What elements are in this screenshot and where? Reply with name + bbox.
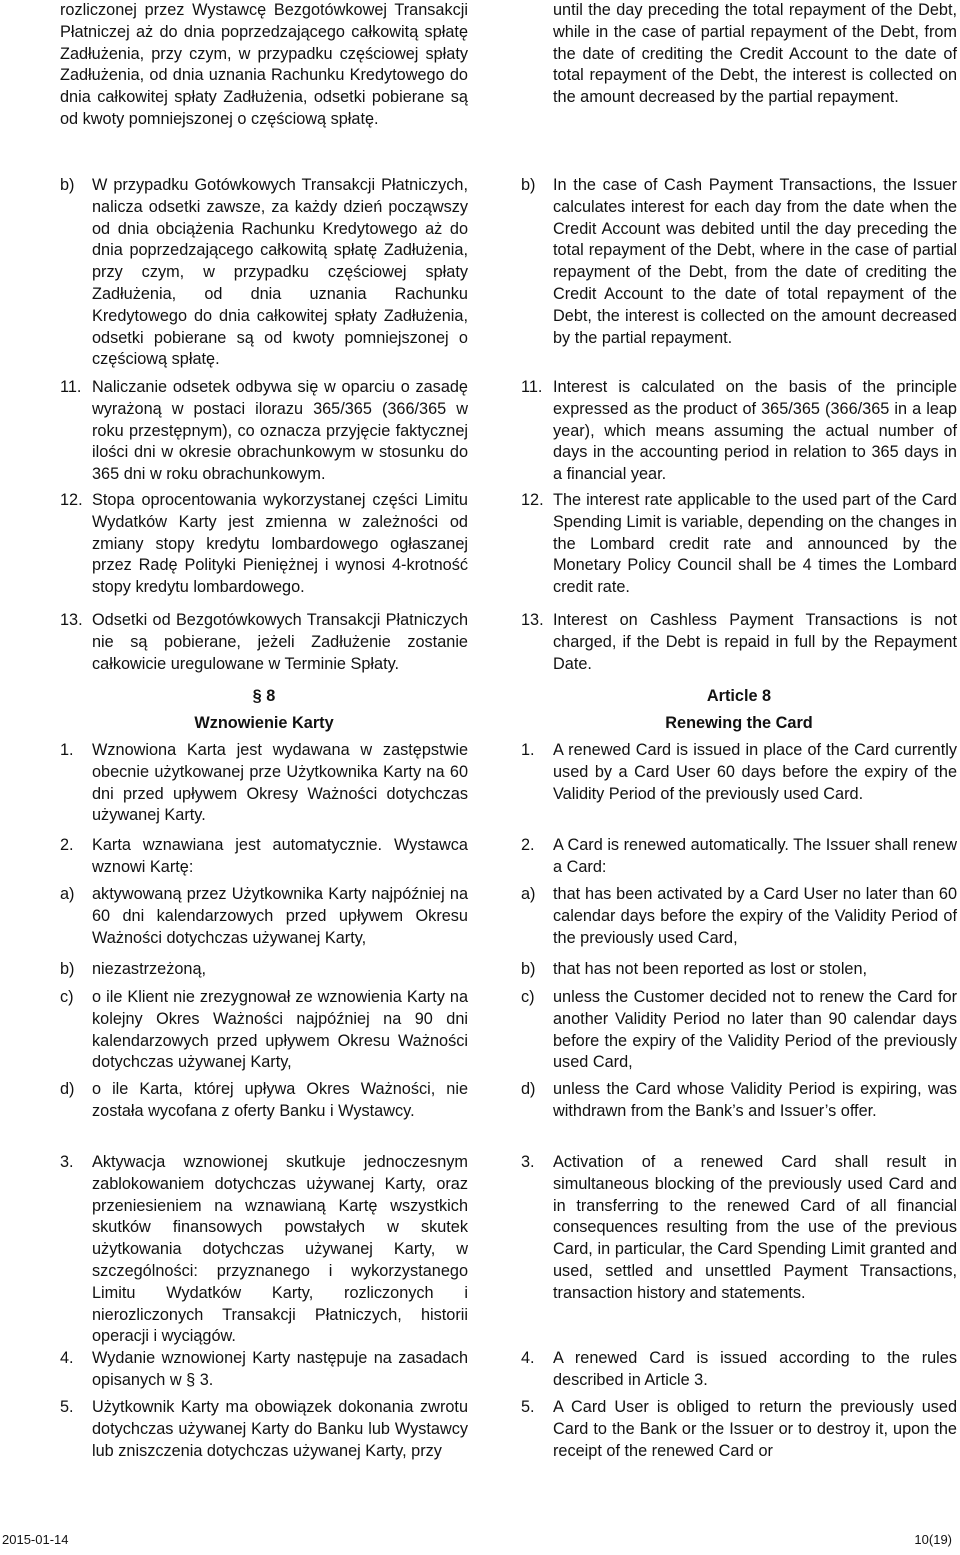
footer-page-number: 10(19) — [914, 1532, 952, 1547]
polish-para-12 — [60, 490, 468, 599]
english-para-13-text: Interest on Cashless Payment Transactions is not charged, if the Debt is repaid in full by the Repayment Date. — [553, 611, 957, 673]
english-item-3-number: 3. — [521, 1153, 535, 1171]
english-sub-b-label: b) — [521, 960, 536, 978]
polish-item-2-number: 2. — [60, 836, 74, 854]
polish-para-11-text: Naliczanie odsetek odbywa się w oparciu o zasadę wyrażoną w postaci ilorazu 365/365 (366/365 w roku przestępnym), co oznacza przyjęcie faktycznej ilości dni w okresie obrachunkowym w stosunku do 365 dni w roku obrachunkowym. — [92, 378, 468, 484]
english-item-1-text: A renewed Card is issued in place of the Card currently used by a Card User 60 days before the expiry of the Validity Period of the previously used Card. — [553, 741, 957, 803]
english-item-3-text: Activation of a renewed Card shall result in simultaneous blocking of the previously used Card and in transferring to the renewed Card of all financial consequences resulting from the use of the previous Card, in particular, the Card Spending Limit granted and used, settled and unsettled Payment Transactions, transaction history and statements. — [553, 1153, 957, 1302]
english-sub-b-text: that has not been reported as lost or stolen, — [553, 960, 868, 978]
english-item-2 — [521, 835, 957, 879]
polish-sub-c — [60, 987, 468, 1074]
english-sub-a — [521, 884, 957, 949]
english-sub-d-text: unless the Card whose Validity Period is expiring, was withdrawn from the Bank’s and Issuer’s offer. — [553, 1080, 957, 1120]
english-sub-d — [521, 1079, 957, 1123]
polish-item-2 — [60, 835, 468, 879]
polish-sub-d — [60, 1079, 468, 1123]
polish-item-5 — [60, 1397, 468, 1462]
english-sub-a-text: that has been activated by a Card User no later than 60 calendar days before the expiry of the Validity Period of the previously used Card, — [553, 885, 957, 947]
polish-para-13-number: 13. — [60, 611, 83, 629]
polish-article-number: § 8 — [252, 687, 276, 705]
english-sub-c-text: unless the Customer decided not to renew the Card for another Validity Period no later than 90 calendar days before the expiry of the Validity Period of the previously used Card, — [553, 988, 957, 1072]
polish-item-5-text: Użytkownik Karty ma obowiązek dokonania zwrotu dotychczas używanej Karty do Banku lub Wystawcy lub zniszczenia dotychczas używanej Karty, przy — [92, 1398, 468, 1460]
polish-sub-b — [60, 959, 468, 981]
english-item-5 — [521, 1397, 957, 1462]
polish-sub-d-text: o ile Karta, której upływa Okres Ważności, nie została wycofana z oferty Banku i Wystawcy. — [92, 1080, 468, 1120]
polish-sub-b-text: niezastrzeżoną, — [92, 960, 207, 978]
english-item-3 — [521, 1152, 957, 1305]
english-item-b — [521, 175, 957, 349]
polish-intro: rozliczonej przez Wystawcę Bezgotówkowej Transakcji Płatniczej aż do dnia poprzedzającego całkowitą spłatę Zadłużenia, przy czym, w przypadku częściowej spłaty Zadłużenia, od dnia uznania Rachunku Kredytowego do dnia całkowitej spłaty Zadłużenia, odsetki pobierane są od kwoty pomniejszonej o częściową spłatę. — [60, 1, 468, 128]
english-item-1-number: 1. — [521, 741, 535, 759]
english-item-1 — [521, 740, 957, 805]
english-item-b-text: In the case of Cash Payment Transactions, the Issuer calculates interest for each day from the date when the Credit Account was debited until the day preceding the total repayment of the Debt, where in the case of partial repayment of the Debt, from the date of crediting the Credit Account to the date of total repayment of the Debt, the interest is collected on the amount decreased by the partial repayment. — [553, 176, 957, 347]
polish-item-4-number: 4. — [60, 1349, 74, 1367]
english-para-13-number: 13. — [521, 611, 544, 629]
polish-para-13-text: Odsetki od Bezgotówkowych Transakcji Płatniczych nie są pobierane, jeżeli Zadłużenie zostanie całkowicie uregulowane w Terminie Spłaty. — [92, 611, 468, 673]
english-item-2-number: 2. — [521, 836, 535, 854]
polish-item-3-text: Aktywacja wznowionej skutkuje jednoczesnym zablokowaniem dotychczas używanej Karty, oraz przeniesieniem na wznawianą Kartę wszystkich skutków finansowych powstałych w skutek użytkowania dotychczas używanej Karty, w szczególności: przyznanego i wykorzystanego Limitu Wydatków Karty, rozliczonych i nierozliczonych Transakcji Płatniczych, historii operacji i wyciągów. — [92, 1153, 468, 1346]
polish-item-b — [60, 175, 468, 371]
english-item-5-text: A Card User is obliged to return the previously used Card to the Bank or the Issuer or to destroy it, upon the receipt of the renewed Card or — [553, 1398, 957, 1460]
english-sub-c-label: c) — [521, 988, 535, 1006]
english-para-13 — [521, 610, 957, 675]
polish-item-1-number: 1. — [60, 741, 74, 759]
english-item-5-number: 5. — [521, 1398, 535, 1416]
polish-item-3 — [60, 1152, 468, 1348]
polish-sub-c-text: o ile Klient nie zrezygnował ze wznowienia Karty na kolejny Okres Ważności najpóźniej na 90 dni kalendarzowych przed upływem Okresu Ważności dotychczas używanej Karty, — [92, 988, 468, 1072]
polish-sub-d-label: d) — [60, 1080, 75, 1098]
polish-sub-a-text: aktywowaną przez Użytkownika Karty najpóźniej na 60 dni kalendarzowych przed upływem Okresu Ważności dotychczas używanej Karty, — [92, 885, 468, 947]
polish-para-11 — [60, 377, 468, 486]
english-para-12-text: The interest rate applicable to the used part of the Card Spending Limit is variable, depending on the changes in the Lombard credit rate and announced by the Monetary Policy Council shall be 4 times the Lombard credit rate. — [553, 491, 957, 597]
polish-item-b-label: b) — [60, 176, 75, 194]
english-item-4 — [521, 1348, 957, 1392]
english-para-11-number: 11. — [521, 378, 543, 396]
english-item-b-label: b) — [521, 176, 536, 194]
english-item-2-text: A Card is renewed automatically. The Issuer shall renew a Card: — [553, 836, 957, 876]
polish-item-1-text: Wznowiona Karta jest wydawana w zastępstwie obecnie użytkowanej prze Użytkownika Karty na 60 dni przed upływem Okresy Ważności dotychczas używanej Karty. — [92, 741, 468, 825]
polish-sub-b-label: b) — [60, 960, 75, 978]
polish-sub-a — [60, 884, 468, 949]
polish-para-11-number: 11. — [60, 378, 82, 396]
polish-item-1 — [60, 740, 468, 827]
english-item-4-text: A renewed Card is issued according to the rules described in Article 3. — [553, 1349, 957, 1389]
english-sub-d-label: d) — [521, 1080, 536, 1098]
polish-article-title: Wznowienie Karty — [194, 714, 334, 732]
polish-item-3-number: 3. — [60, 1153, 74, 1171]
polish-para-13 — [60, 610, 468, 675]
polish-para-12-text: Stopa oprocentowania wykorzystanej części Limitu Wydatków Karty jest zmienna w zależności od zmiany stopy kredytu lombardowego ogłaszanej przez Radę Polityki Pieniężnej i wynosi 4-krotność stopy kredytu lombardowego. — [92, 491, 468, 597]
english-sub-c — [521, 987, 957, 1074]
english-para-12 — [521, 490, 957, 599]
footer-date: 2015-01-14 — [2, 1532, 69, 1547]
polish-item-5-number: 5. — [60, 1398, 74, 1416]
polish-item-2-text: Karta wznawiana jest automatycznie. Wystawca wznowi Kartę: — [92, 836, 468, 876]
english-article-title: Renewing the Card — [665, 714, 813, 732]
polish-sub-a-label: a) — [60, 885, 75, 903]
english-intro: until the day preceding the total repayment of the Debt, while in the case of partial repayment of the Debt, from the date of crediting the Credit Account to the date of total repayment of the Debt, the interest is collected on the amount decreased by the partial repayment. — [553, 1, 957, 107]
polish-item-b-text: W przypadku Gotówkowych Transakcji Płatniczych, nalicza odsetki zawsze, za każdy dzień począwszy od dnia obciążenia Rachunku Kredytowego aż do dnia poprzedzającego całkowitą spłatę Zadłużenia, przy czym, w przypadku częściowej spłaty Zadłużenia, od dnia uznania Rachunku Kredytowego do dnia całkowitej spłaty Zadłużenia, odsetki pobierane są od kwoty pomniejszonej o częściową spłatę. — [92, 176, 468, 369]
english-para-11-text: Interest is calculated on the basis of the principle expressed as the product of 365/365 (366/365 in a leap year), which means assuming the actual number of days in the accounting period in relation to 365 days in a financial year. — [553, 378, 957, 484]
english-sub-b — [521, 959, 957, 981]
polish-item-4 — [60, 1348, 468, 1392]
english-article-number: Article 8 — [706, 687, 772, 705]
polish-item-4-text: Wydanie wznowionej Karty następuje na zasadach opisanych w § 3. — [92, 1349, 468, 1389]
english-sub-a-label: a) — [521, 885, 536, 903]
english-para-12-number: 12. — [521, 491, 544, 509]
polish-para-12-number: 12. — [60, 491, 83, 509]
english-para-11 — [521, 377, 957, 486]
english-item-4-number: 4. — [521, 1349, 535, 1367]
polish-sub-c-label: c) — [60, 988, 74, 1006]
